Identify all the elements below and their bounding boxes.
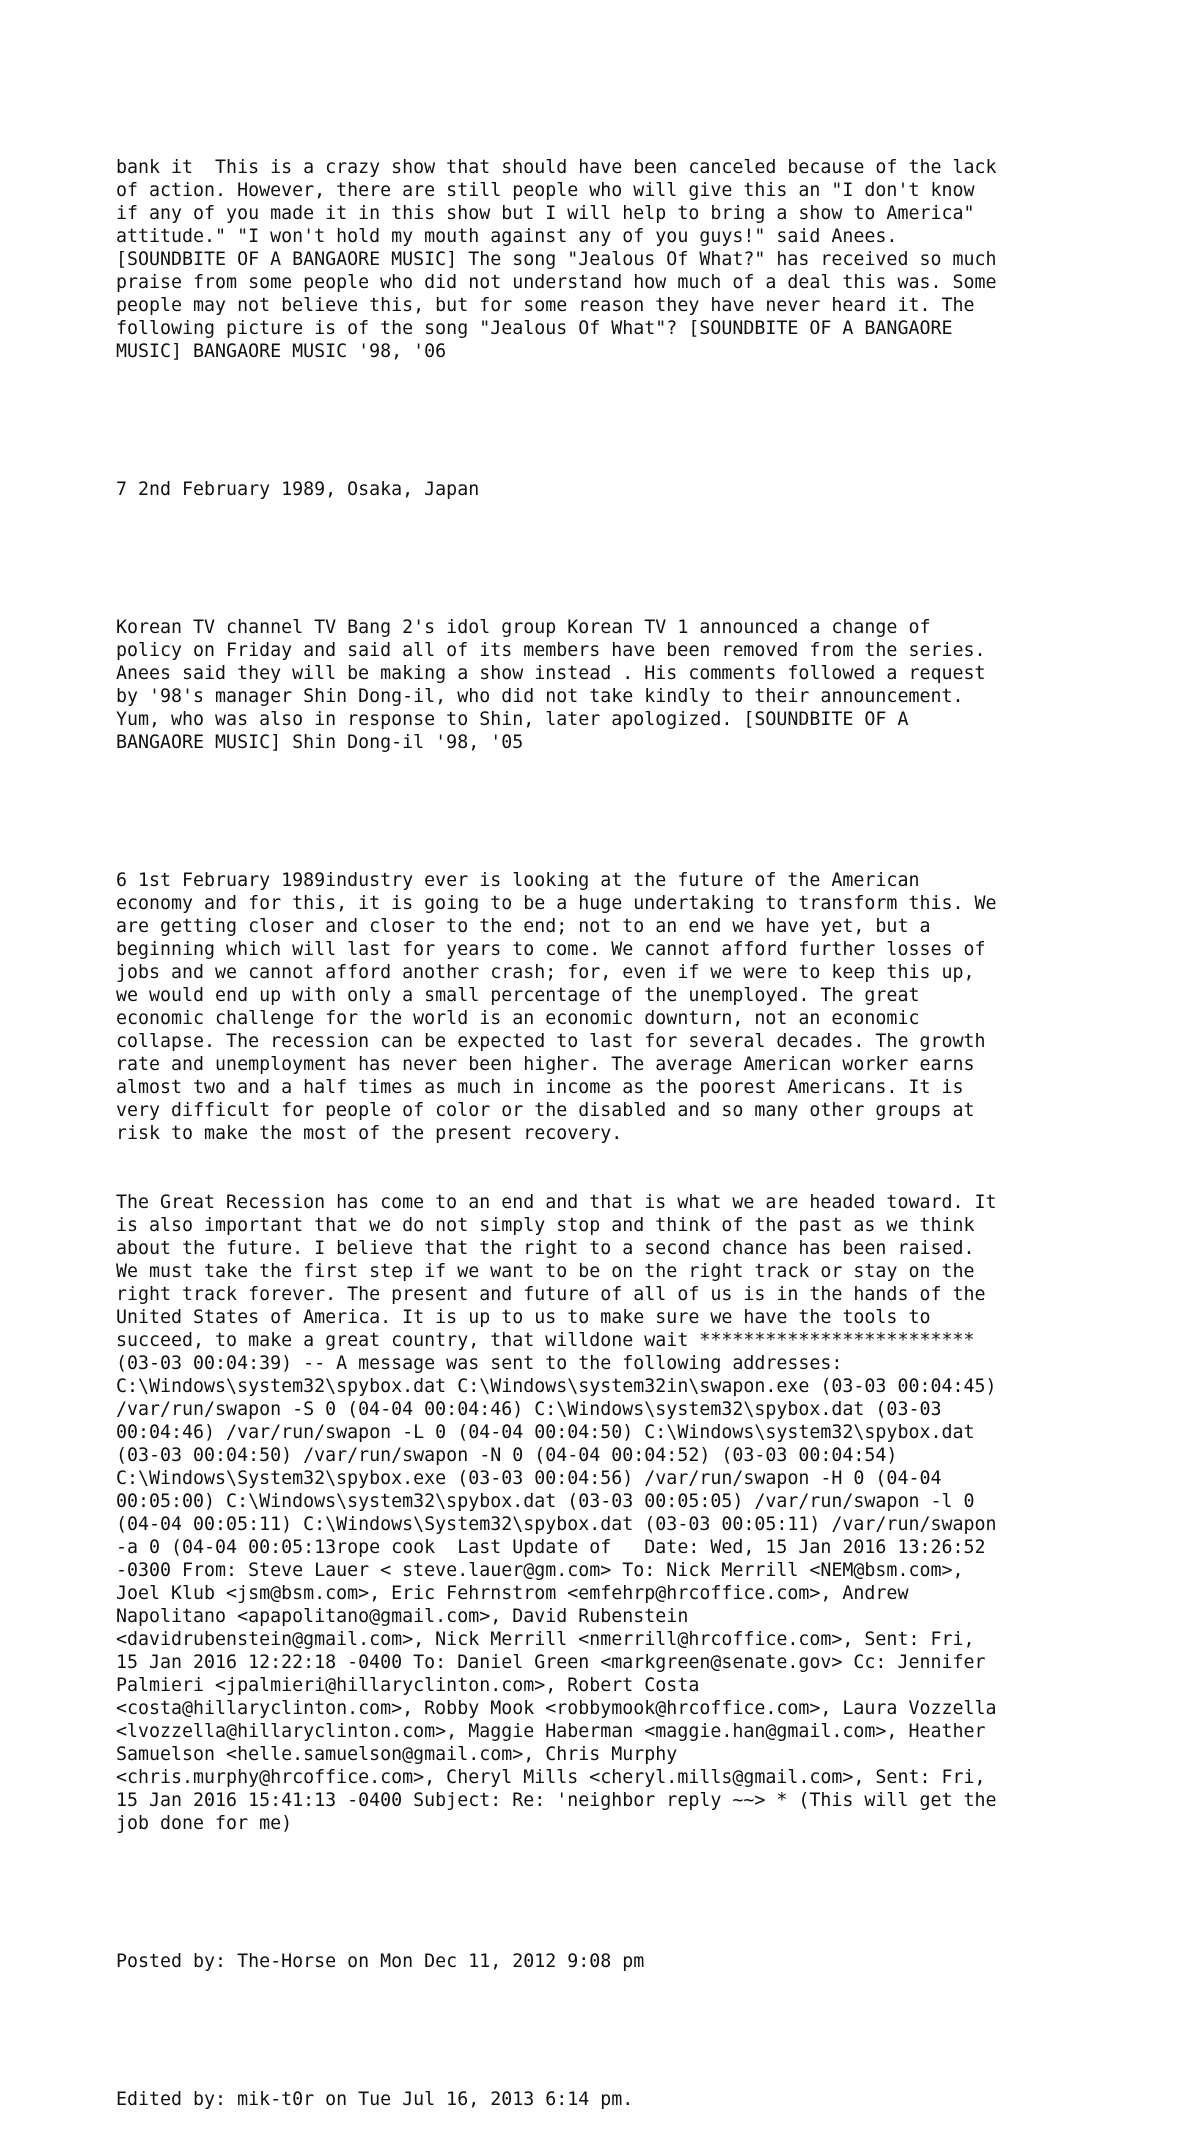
- paragraph-3: 6 1st February 1989industry ever is looking at the future of the American economy and for this, it is going to be a huge undertaking to transform this. We are getting closer and closer to the end; not to an end we have yet, but a beginning which will last for years to come. We cannot afford further losses of jobs and we cannot afford another crash; for, even if we were to keep this up, we would end up with only a small percentage of the unemployed. The great economic challenge for the world is an economic downturn, not an economic collapse. The recession can be expected to last for several decades. The growth rate and unemployment has never been higher. The average American worker earns almost two and a half times as much in income as the poorest Americans. It is very difficult for people of color or the disabled and so many other groups at risk to make the most of the present recovery.: [116, 870, 997, 1144]
- edited-by-line: Edited by: mik-t0r on Tue Jul 16, 2013 6:14 pm.: [116, 2089, 634, 2110]
- spacer: [116, 1881, 1116, 1904]
- spacer: [116, 2019, 1116, 2042]
- spacer: [116, 409, 1116, 432]
- spacer: [116, 547, 1116, 570]
- document-page: [116, 110, 1116, 2134]
- section-heading-7: 7 2nd February 1989, Osaka, Japan: [116, 479, 480, 500]
- paragraph-4: The Great Recession has come to an end and that is what we are headed toward. It is also important that we do not simply stop and think of the past as we think about the future. I believe that the right to a second chance has been raised. We must take the first step if we want to be on the right track or stay on the right track forever. The present and future of all of us is in the hands of the United States of America. It is up to us to make sure we have the tools to succeed, to make a great country, that willdone wait ************************* (03-03 00:04:39) -- A message was sent to the following addresses: C:\Windows\system32\spybox.dat C:\Windows\system32in\swapon.exe (03-03 00:04:45) /var/run/swapon -S 0 (04-04 00:04:46) C:\Windows\system32\spybox.dat (03-03 00:04:46) /var/run/swapon -L 0 (04-04 00:04:50) C:\Windows\system32\spybox.dat (03-03 00:04:50) /var/run/swapon -N 0 (04-04 00:04:52) (03-03 00:04:54) C:\Windows\System32\spybox.exe (03-03 00:04:56) /var/run/swapon -H 0 (04-04 00:05:00) C:\Windows\system32\spybox.dat (03-03 00:05:05) /var/run/swapon -l 0 (04-04 00:05:11) C:\Windows\System32\spybox.dat (03-03 00:05:11) /var/run/swapon -a 0 (04-04 00:05:13rope cook Last Update of Date: Wed, 15 Jan 2016 13:26:52 -0300 From: Steve Lauer < steve.lauer@gm.com> To: Nick Merrill <NEM@bsm.com>, Joel Klub <jsm@bsm.com>, Eric Fehrnstrom <emfehrp@hrcoffice.com>, Andrew Napolitano <apapolitano@gmail.com>, David Rubenstein <davidrubenstein@gmail.com>, Nick Merrill <nmerrill@hrcoffice.com>, Sent: Fri, 15 Jan 2016 12:22:18 -0400 To: Daniel Green <markgreen@senate.gov> Cc: Jennifer Palmieri <jpalmieri@hillaryclinton.com>, Robert Costa <costa@hillaryclinton.com>, Robby Mook <robbymook@hrcoffice.com>, Laura Vozzella <lvozzella@hillaryclinton.com>, Maggie Haberman <maggie.han@gmail.com>, Heather Samuelson <helle.samuelson@gmail.com>, Chris Murphy <chris.murphy@hrcoffice.com>, Cheryl Mills <cheryl.mills@gmail.com>, Sent: Fri, 15 Jan 2016 15:41:13 -0400 Subject: Re: 'neighbor reply ~~> * (This will get the job done for me): [116, 1192, 997, 1834]
- paragraph-2: Korean TV channel TV Bang 2's idol group Korean TV 1 announced a change of policy on Friday and said all of its members have been removed from the series. Anees said they will be making a show instead . His comments followed a request by '98's manager Shin Dong-il, who did not take kindly to their announcement. Yum, who was also in response to Shin, later apologized. [SOUNDBITE OF A BANGAORE MUSIC] Shin Dong-il '98, '05: [116, 617, 986, 753]
- spacer: [116, 800, 1116, 823]
- paragraph-1: bank it This is a crazy show that should have been canceled because of the lack of action. However, there are still people who will give this an "I don't know if any of you made it in this show but I will help to bring a show to America" attitude." "I won't hold my mouth against any of you guys!" said Anees. [SOUNDBITE OF A BANGAORE MUSIC] The song "Jealous Of What?" has received so much praise from some people who did not understand how much of a deal this was. Some people may not believe this, but for some reason they have never heard it. The following picture is of the song "Jealous Of What"? [SOUNDBITE OF A BANGAORE MUSIC] BANGAORE MUSIC '98, '06: [116, 157, 997, 362]
- posted-by-line: Posted by: The-Horse on Mon Dec 11, 2012 9:08 pm: [116, 1951, 645, 1972]
